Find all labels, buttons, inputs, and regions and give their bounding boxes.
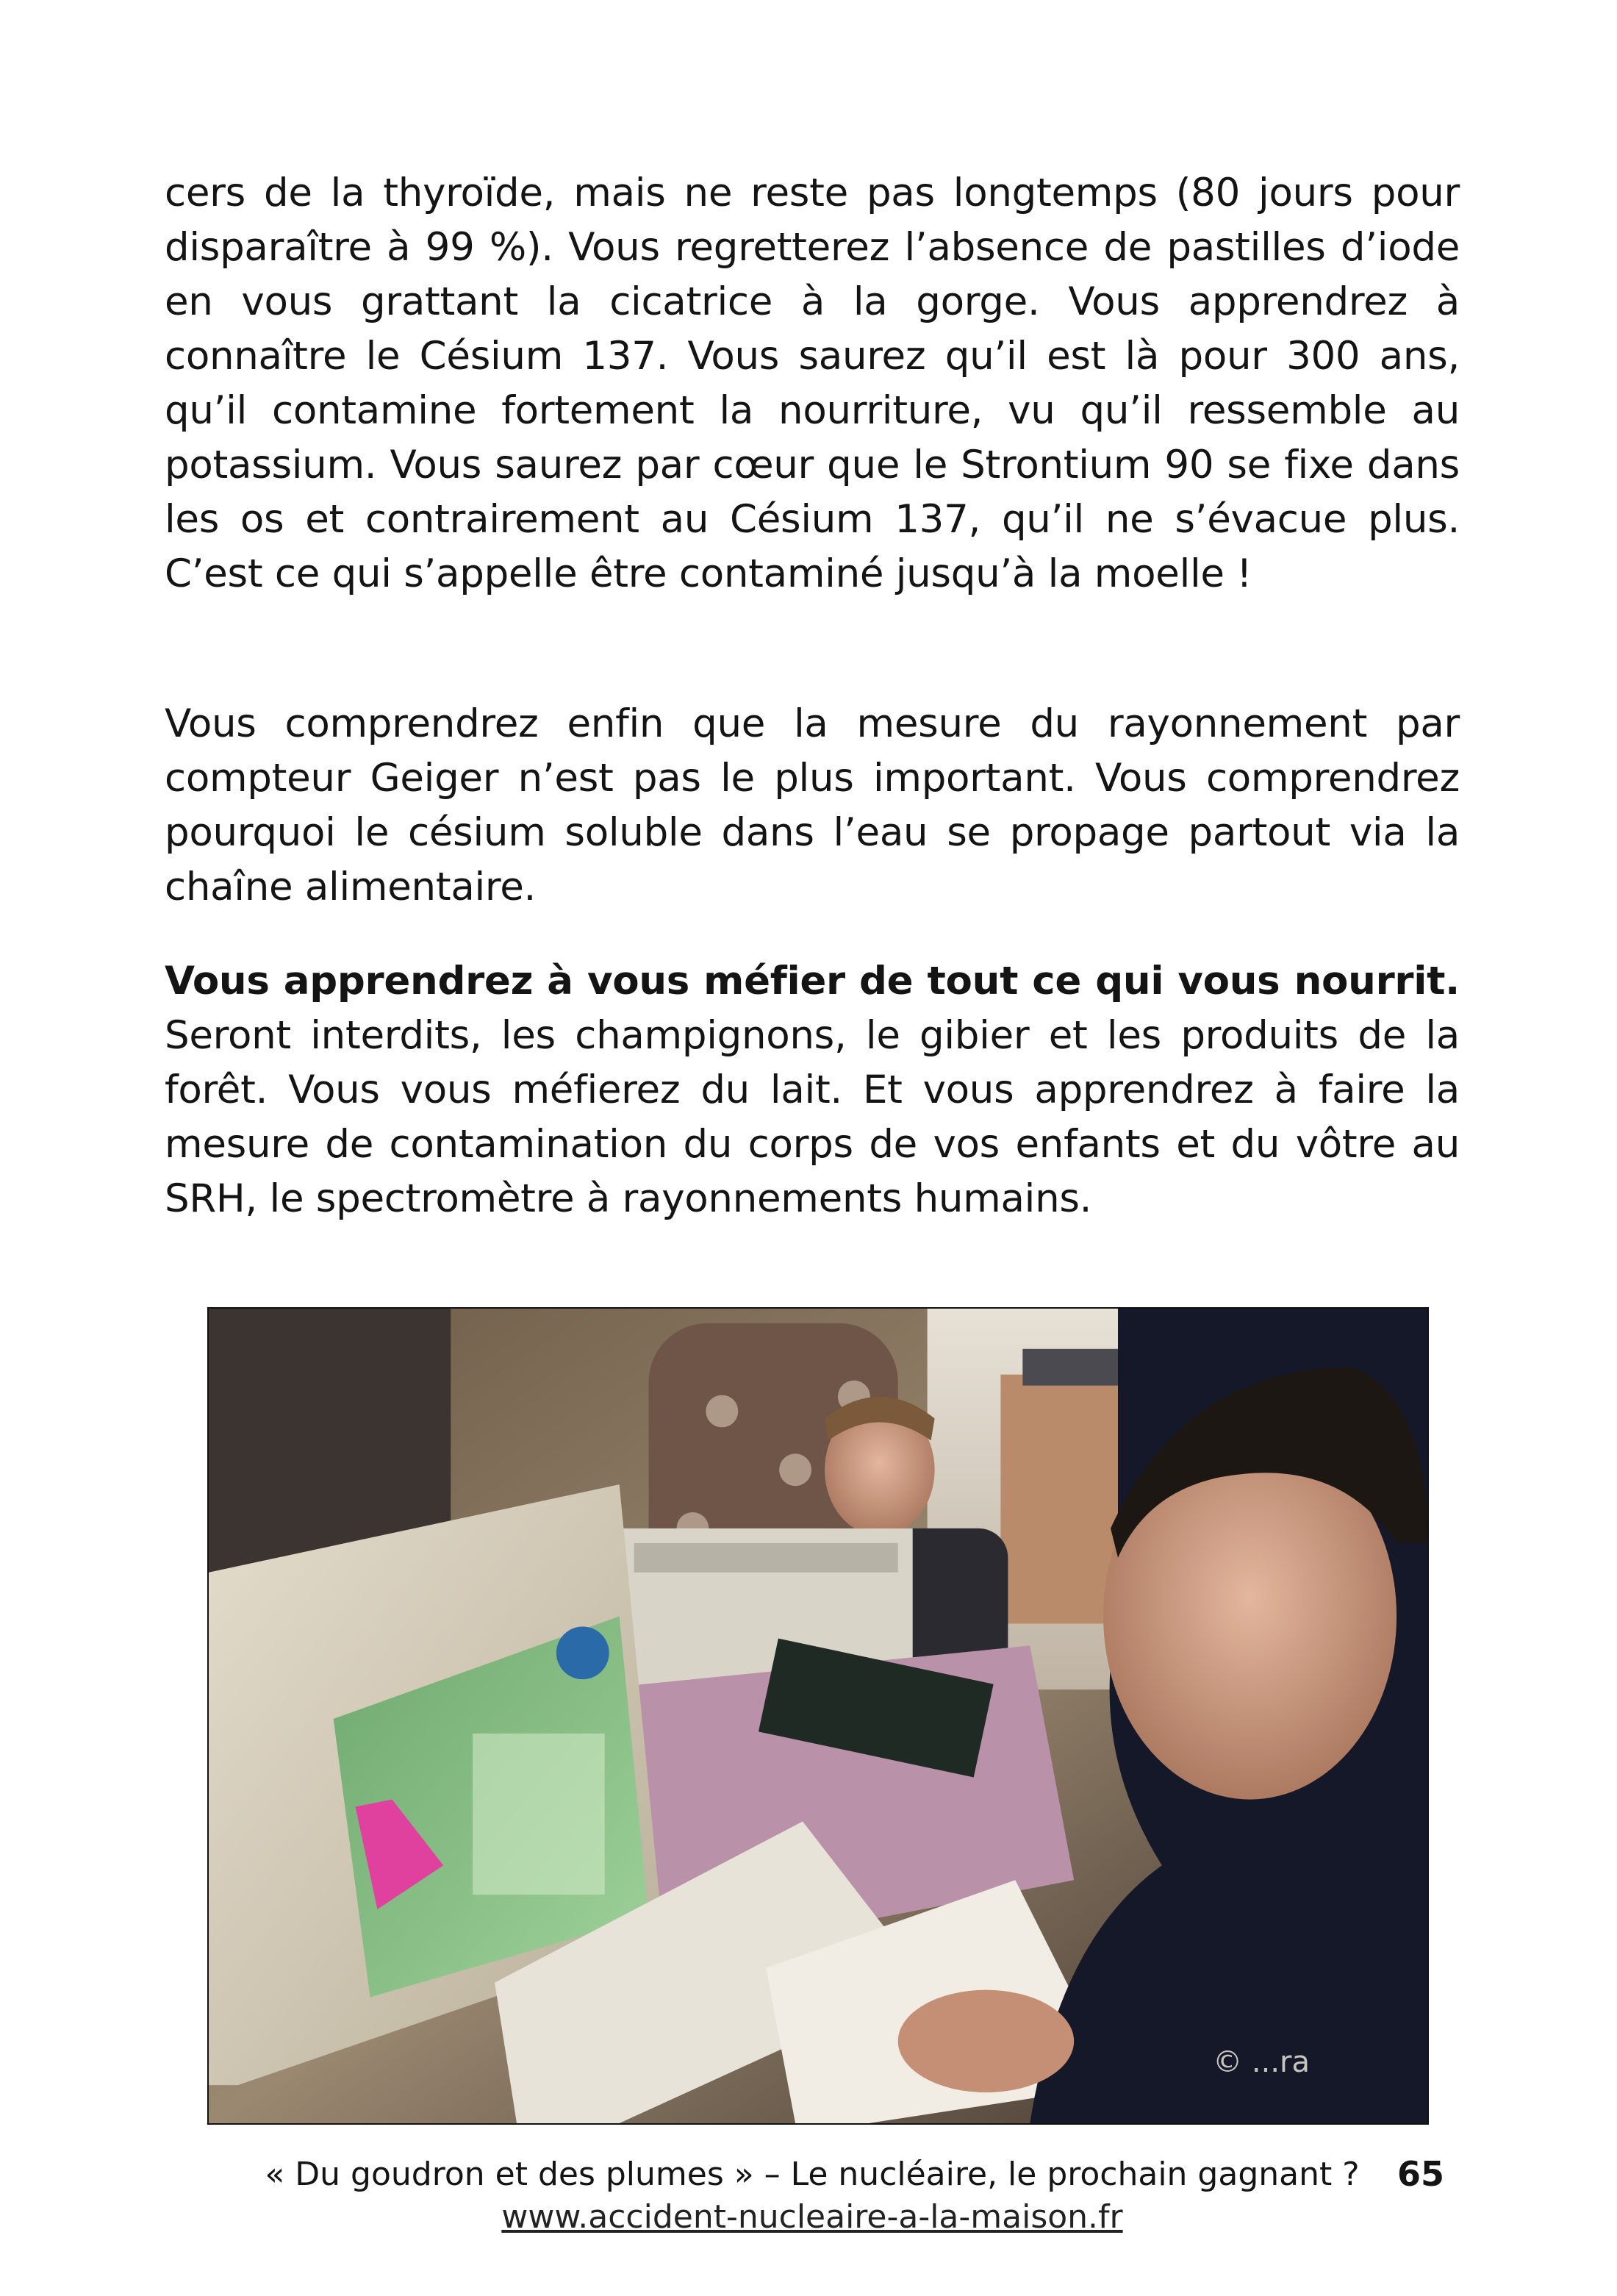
paragraph-3 [165,954,1460,1226]
footer-book-title: « Du goudron et des plumes » – Le nucléaire, le prochain gagnant ? [265,2156,1360,2193]
photo-copyright: © ...ra [1213,2045,1310,2079]
paragraph-3-bold-lead: Vous apprendrez à vous méfier de tout ce qui vous nourrit. [165,959,1460,1004]
object-on-stove [1022,1349,1133,1386]
photo-spectrometer-measurement [207,1307,1429,2125]
man-hand [898,1990,1074,2092]
paragraph-3-rest: Seront interdits, les champignons, le gibier et les produits de la forêt. Vous vous méfierez du lait. Et vous apprendrez à faire la mesure de contamination du corps de vos enfants et du vôtre au SRH, le spectromètre à rayonnements humains. [165,1013,1460,1221]
paragraph-2: Vous comprendrez enfin que la mesure du rayonnement par compteur Geiger n’est pas le plus important. Vous comprendrez pourquoi le césium soluble dans l’eau se propage partout via la chaîne alimentaire. [165,701,1460,909]
screen-pie-chart [556,1626,609,1679]
paragraph-1: cers de la thyroïde, mais ne reste pas longtemps (80 jours pour disparaître à 99 %). Vous regretterez l’absence de pastilles d’iode en vous grattant la cicatrice à la gorge. Vous apprendrez à connaître le Césium 137. Vous saurez qu’il est là pour 300 ans, qu’il contamine fortement la nourriture, vu qu’il ressemble au potassium. Vous saurez par cœur que le Strontium 90 se fixe dans les os et contrairement au Césium 137, qu’il ne s’évacue plus. C’est ce qui s’appelle être contaminé jusqu’à la moelle ! [165,171,1460,596]
photo-illustration [209,1309,1427,2123]
page-number: 65 [1396,2154,1444,2194]
footer-website-link[interactable]: www.accident-nucleaire-a-la-maison.fr [501,2198,1123,2236]
